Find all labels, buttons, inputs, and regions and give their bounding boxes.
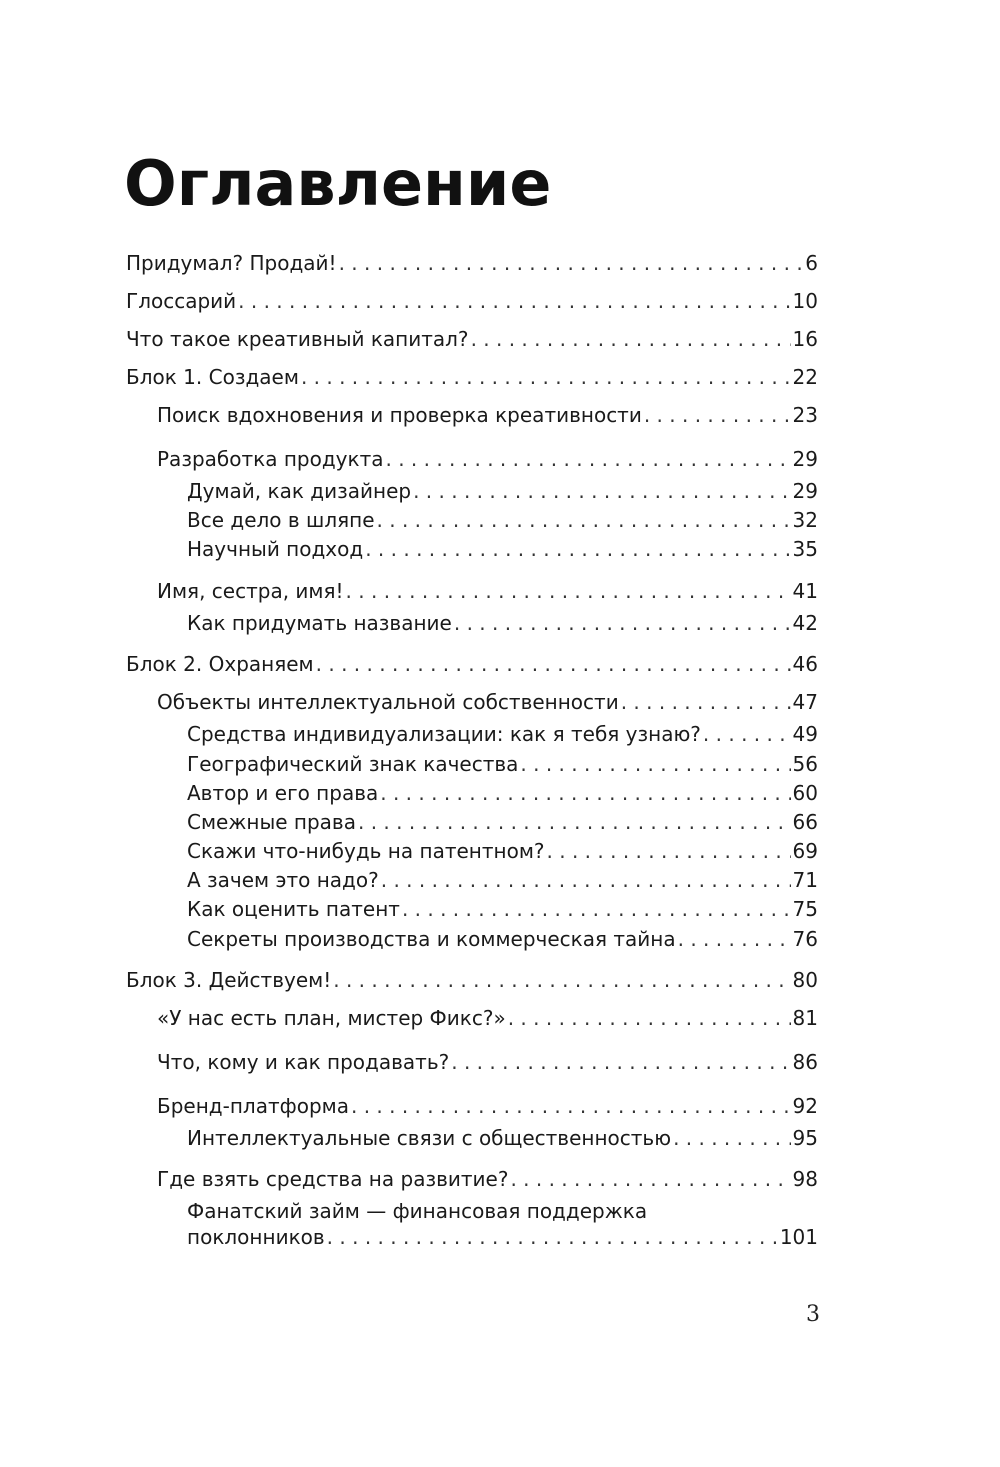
toc-entry[interactable] bbox=[187, 810, 818, 834]
toc-entry[interactable] bbox=[187, 722, 818, 746]
dot-leader bbox=[673, 1126, 790, 1150]
toc-entry-page: 6 bbox=[805, 251, 818, 275]
toc-entry-page: 32 bbox=[792, 508, 818, 532]
dot-leader bbox=[471, 327, 791, 351]
dot-leader bbox=[327, 1225, 778, 1249]
dot-leader bbox=[678, 927, 791, 951]
toc-entry[interactable] bbox=[187, 479, 818, 503]
toc-entry-page: 47 bbox=[792, 690, 818, 714]
toc-entry[interactable] bbox=[187, 752, 818, 776]
toc-entry[interactable] bbox=[157, 1050, 818, 1074]
toc-entry[interactable] bbox=[187, 1126, 818, 1150]
toc-entry-label: Придумал? Продай! bbox=[126, 251, 337, 275]
toc-entry-label: Имя, сестра, имя! bbox=[157, 579, 344, 603]
toc-entry-page: 29 bbox=[792, 447, 818, 471]
dot-leader bbox=[351, 1094, 791, 1118]
toc-entry-label: Где взять средства на развитие? bbox=[157, 1167, 509, 1191]
toc-entry-label: Смежные права bbox=[187, 810, 356, 834]
toc-entry-label: Блок 2. Охраняем bbox=[126, 652, 314, 676]
dot-leader bbox=[377, 508, 791, 532]
toc-entry-page: 95 bbox=[792, 1126, 818, 1150]
toc-entry-page: 80 bbox=[792, 968, 818, 992]
toc-entry[interactable] bbox=[187, 927, 818, 951]
toc-entry[interactable] bbox=[187, 897, 818, 921]
toc-entry-page: 86 bbox=[792, 1050, 818, 1074]
toc-entry-label: Как придумать название bbox=[187, 611, 452, 635]
toc-entry[interactable] bbox=[187, 537, 818, 561]
toc-entry[interactable] bbox=[157, 690, 818, 714]
dot-leader bbox=[413, 479, 790, 503]
toc-entry-page: 81 bbox=[792, 1006, 818, 1030]
toc-entry-page: 98 bbox=[792, 1167, 818, 1191]
dot-leader bbox=[547, 839, 791, 863]
dot-leader bbox=[703, 722, 791, 746]
toc-entry[interactable] bbox=[157, 1006, 818, 1030]
toc-entry[interactable] bbox=[187, 508, 818, 532]
dot-leader bbox=[358, 810, 791, 834]
toc-entry-label: поклонников bbox=[187, 1225, 325, 1249]
toc-entry-label: Думай, как дизайнер bbox=[187, 479, 412, 503]
toc-entry-page: 69 bbox=[792, 839, 818, 863]
toc-entry-page: 56 bbox=[792, 752, 818, 776]
toc-entry-label: Блок 3. Действуем! bbox=[126, 968, 332, 992]
toc-entry-page: 46 bbox=[792, 652, 818, 676]
toc-entry-label: Что такое креативный капитал? bbox=[126, 327, 469, 351]
toc-entry[interactable] bbox=[157, 403, 818, 427]
dot-leader bbox=[451, 1050, 790, 1074]
page-title: Оглавление bbox=[124, 147, 552, 220]
toc-entry-page: 101 bbox=[779, 1225, 818, 1249]
toc-entry[interactable] bbox=[126, 327, 818, 351]
dot-leader bbox=[621, 690, 791, 714]
dot-leader bbox=[520, 752, 790, 776]
dot-leader bbox=[381, 868, 791, 892]
toc-entry-label: «У нас есть план, мистер Фикс?» bbox=[157, 1006, 506, 1030]
toc-entry-page: 92 bbox=[792, 1094, 818, 1118]
toc-entry-label-line1: Фанатский займ — финансовая поддержка bbox=[187, 1199, 648, 1223]
toc-entry-label: Глоссарий bbox=[126, 289, 237, 313]
toc-entry[interactable] bbox=[187, 868, 818, 892]
toc-entry-label: Средства индивидуализации: как я тебя узнаю? bbox=[187, 722, 701, 746]
toc-entry-page: 16 bbox=[792, 327, 818, 351]
dot-leader bbox=[333, 968, 790, 992]
toc-entry-label: Поиск вдохновения и проверка креативности bbox=[157, 403, 642, 427]
toc-entry-page: 35 bbox=[792, 537, 818, 561]
toc-entry-label: Географический знак качества bbox=[187, 752, 519, 776]
toc-entry-page: 41 bbox=[792, 579, 818, 603]
toc-entry-page: 42 bbox=[792, 611, 818, 635]
dot-leader bbox=[385, 447, 790, 471]
toc-entry-page: 76 bbox=[792, 927, 818, 951]
toc-entry-page: 60 bbox=[792, 781, 818, 805]
dot-leader bbox=[510, 1167, 790, 1191]
dot-leader bbox=[301, 365, 791, 389]
dot-leader bbox=[316, 652, 791, 676]
dot-leader bbox=[238, 289, 790, 313]
toc-entry-label: А зачем это надо? bbox=[187, 868, 379, 892]
dot-leader bbox=[402, 897, 791, 921]
dot-leader bbox=[365, 537, 790, 561]
toc-entry-label: Интеллектуальные связи с общественностью bbox=[187, 1126, 672, 1150]
toc-entry-page: 23 bbox=[792, 403, 818, 427]
toc-entry-label: Скажи что-нибудь на патентном? bbox=[187, 839, 545, 863]
toc-entry[interactable] bbox=[157, 447, 818, 471]
toc-entry-label: Все дело в шляпе bbox=[187, 508, 375, 532]
toc-entry-page: 66 bbox=[792, 810, 818, 834]
toc-entry-label: Как оценить патент bbox=[187, 897, 400, 921]
toc-entry[interactable] bbox=[126, 365, 818, 389]
dot-leader bbox=[346, 579, 791, 603]
toc-entry-page: 29 bbox=[792, 479, 818, 503]
dot-leader bbox=[454, 611, 791, 635]
toc-entry-label: Блок 1. Создаем bbox=[126, 365, 299, 389]
dot-leader bbox=[508, 1006, 791, 1030]
toc-entry-label: Что, кому и как продавать? bbox=[157, 1050, 450, 1074]
page-number: 3 bbox=[806, 1302, 820, 1327]
dot-leader bbox=[339, 251, 804, 275]
toc-entry[interactable] bbox=[187, 1225, 818, 1249]
dot-leader bbox=[380, 781, 790, 805]
toc-entry-page: 10 bbox=[792, 289, 818, 313]
toc-entry[interactable] bbox=[126, 968, 818, 992]
toc-entry[interactable] bbox=[157, 579, 818, 603]
toc-entry[interactable] bbox=[126, 251, 818, 275]
toc-entry[interactable] bbox=[157, 1094, 818, 1118]
toc-entry-label: Бренд-платформа bbox=[157, 1094, 349, 1118]
toc-entry[interactable] bbox=[187, 839, 818, 863]
toc-entry[interactable] bbox=[187, 611, 818, 635]
toc-entry-label: Научный подход bbox=[187, 537, 364, 561]
toc-entry-label: Автор и его права bbox=[187, 781, 379, 805]
dot-leader bbox=[644, 403, 791, 427]
toc-entry-label: Секреты производства и коммерческая тайна bbox=[187, 927, 676, 951]
toc-entry-page: 75 bbox=[792, 897, 818, 921]
toc-entry-page: 22 bbox=[792, 365, 818, 389]
toc-entry-label: Разработка продукта bbox=[157, 447, 384, 471]
toc-entry-page: 49 bbox=[792, 722, 818, 746]
table-of-contents bbox=[126, 0, 818, 1467]
toc-entry[interactable] bbox=[187, 781, 818, 805]
toc-entry[interactable] bbox=[157, 1167, 818, 1191]
toc-entry[interactable] bbox=[126, 289, 818, 313]
toc-entry-page: 71 bbox=[792, 868, 818, 892]
toc-entry-label: Объекты интеллектуальной собственности bbox=[157, 690, 619, 714]
toc-entry[interactable] bbox=[126, 652, 818, 676]
